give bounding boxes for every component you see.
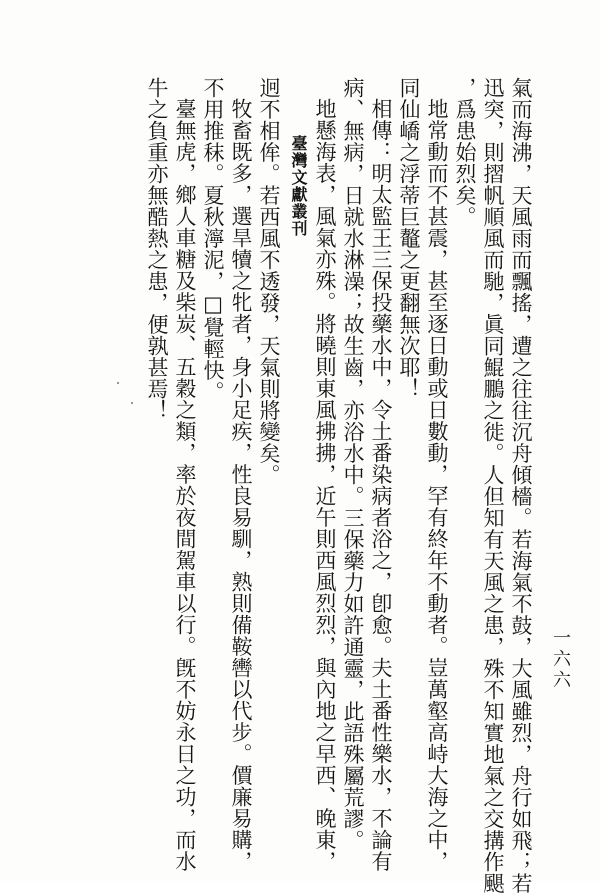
text-column: 氣而海沸，天風雨而飄搖，遭之往往沉舟傾檣。若海氣不鼓，大風雖烈，舟行如飛；若: [509, 77, 533, 894]
text-column: 病、無病，日就水淋澡；故生齒，亦浴水中。三保藥力如許通靈，此語殊屬荒謬。: [341, 77, 365, 851]
text-column: 同仙嶠之浮蒂巨鼇之更翻無次耶！: [397, 77, 421, 400]
text-column: 迅突，則摺帆順風而馳，眞同鯤鵬之徙。人但知有天風之患，殊不知實地氣之交搆作颶: [481, 77, 505, 894]
series-title: 臺灣文獻叢刊: [289, 135, 308, 237]
text-column: 臺無虎，鄉人車糖及柴炭、五穀之類，率於夜間駕車以行。旣不妨永日之功，而水: [173, 98, 197, 872]
text-column: 牧畜既多，選旱犢之牝者，身小足疾，性良易馴，熟則備鞍轡以代步。價廉易購，: [229, 98, 253, 872]
page-number: 一六六: [550, 628, 571, 691]
text-column: 牛之負重亦無酷熱之患，便孰甚焉！: [145, 77, 169, 421]
scan-speck: [131, 402, 133, 404]
text-column: 地常動而不甚震，甚至逐日動或日數動，罕有終年不動者。豈萬壑高峙大海之中，: [425, 98, 449, 872]
text-column: 相傳：明太監王三保投藥水中，令土番染病者浴之，卽愈。夫土番性樂水，不論有: [369, 98, 393, 872]
scan-speck: [117, 382, 119, 384]
text-column: 不用推秣。夏秋濘泥，□覺輕快。: [201, 77, 225, 403]
text-column: 迥不相侔。若西風不透發，天氣則將變矣。: [257, 77, 281, 486]
text-column: 地懸海表，風氣亦殊。將曉則東風拂拂，近午則西風烈烈，與內地之早西、晚東，: [313, 98, 337, 872]
text-column: ，爲患始烈矣。: [453, 77, 477, 228]
